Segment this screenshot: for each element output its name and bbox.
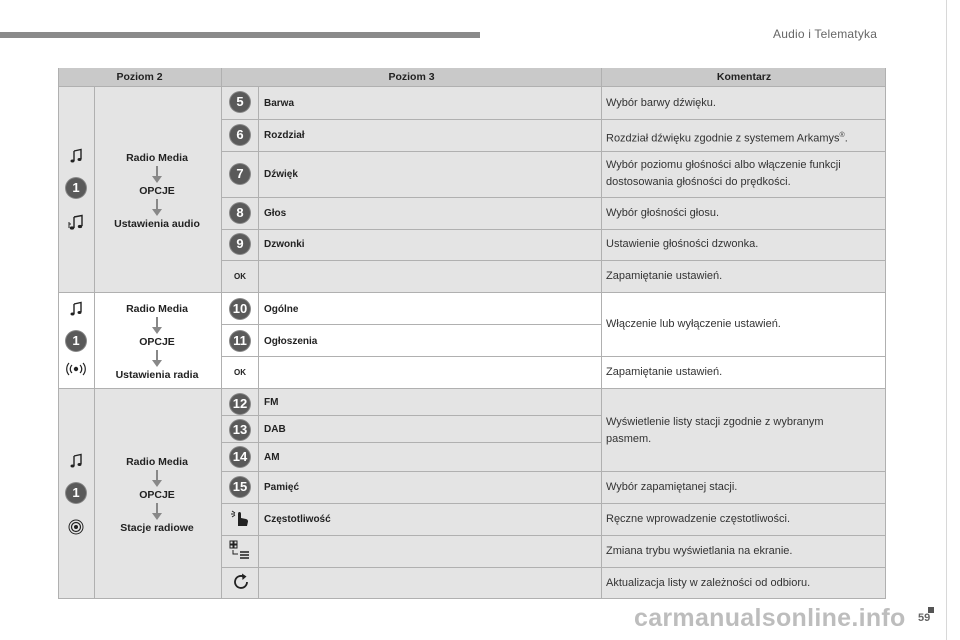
music-note-icon (69, 301, 85, 317)
menu-item: OPCJE (139, 185, 175, 197)
menu-item: OPCJE (139, 489, 175, 501)
arrow-down-icon (152, 199, 162, 216)
menu-path (96, 303, 218, 381)
ok-button-label: OK (234, 368, 246, 377)
music-note-icon (69, 148, 85, 164)
option-label: Ogólne (264, 304, 299, 315)
step-badge: 9 (230, 234, 250, 254)
radio-station-icon (67, 519, 85, 535)
arrow-down-icon (152, 350, 162, 367)
option-label: DAB (264, 424, 286, 435)
menu-item: Radio Media (126, 303, 188, 315)
step-badge: 1 (66, 483, 86, 503)
step-badge: 10 (230, 299, 250, 319)
step-badge: 11 (230, 331, 250, 351)
arrow-down-icon (152, 166, 162, 183)
arrow-down-icon (152, 470, 162, 487)
step-badge: 7 (230, 164, 250, 184)
option-comment: Rozdział dźwięku zgodnie z systemem Arkamys®. (606, 132, 848, 145)
step-badge: 12 (230, 394, 250, 414)
menu-item: Stacje radiowe (120, 522, 194, 534)
option-label: Dźwięk (264, 169, 298, 180)
header-level3: Poziom 3 (222, 68, 601, 86)
music-note-icon (69, 453, 85, 469)
step-badge: 13 (230, 420, 250, 440)
step-badge: 8 (230, 203, 250, 223)
menu-item: Ustawienia radia (115, 369, 199, 381)
option-label: Pamięć (264, 482, 300, 493)
option-comment: Wybór poziomu głośności albo włączenie funkcji dostosowania głośności do prędkości. (606, 159, 841, 188)
option-label: Częstotliwość (264, 514, 331, 525)
option-label: Ogłoszenia (264, 336, 318, 347)
step-badge: 1 (66, 178, 86, 198)
step-badge: 15 (230, 477, 250, 497)
page-edge (946, 0, 947, 640)
menu-item: OPCJE (139, 336, 175, 348)
radio-settings-icon (66, 361, 86, 377)
option-label: Barwa (264, 98, 295, 109)
step-badge: 5 (230, 92, 250, 112)
arrow-down-icon (152, 503, 162, 520)
header-level2: Poziom 2 (58, 68, 221, 86)
option-comment: Wybór barwy dźwięku. (606, 97, 716, 109)
menu-item: Radio Media (126, 456, 188, 468)
menu-item: Ustawienia audio (114, 218, 200, 230)
option-comment: Włączenie lub wyłączenie ustawień. (606, 318, 781, 330)
page-number: 59 (918, 612, 931, 624)
menu-path (96, 456, 218, 534)
option-comment: Wybór zapamiętanej stacji. (606, 481, 738, 493)
menu-item: Radio Media (126, 152, 188, 164)
option-label: FM (264, 397, 279, 408)
display-mode-icon (229, 540, 251, 560)
arrow-down-icon (152, 317, 162, 334)
option-comment: Aktualizacja listy w zależności od odbioru. (606, 577, 811, 589)
option-comment: Zapamiętanie ustawień. (606, 366, 723, 378)
option-comment: Zmiana trybu wyświetlania na ekranie. (606, 545, 793, 557)
step-badge: 14 (230, 447, 250, 467)
option-label: Głos (264, 208, 287, 219)
watermark: carmanualsonline.info (634, 604, 906, 632)
header-rule (0, 32, 480, 38)
hand-tap-icon (229, 508, 251, 528)
option-comment: Wybór głośności głosu. (606, 207, 720, 219)
option-comment: Ustawienie głośności dzwonka. (606, 238, 759, 250)
menu-path (96, 152, 218, 230)
header-comment: Komentarz (602, 68, 886, 86)
option-label: Dzwonki (264, 239, 305, 250)
audio-settings-icon (67, 214, 87, 232)
option-label: Rozdział (264, 130, 305, 141)
option-comment: Wyświetlenie listy stacji zgodnie z wybranym pasmem. (606, 416, 824, 445)
refresh-icon (231, 572, 251, 592)
option-comment: Ręczne wprowadzenie częstotliwości. (606, 513, 791, 525)
step-badge: 1 (66, 331, 86, 351)
section-title: Audio i Telematyka (773, 27, 878, 41)
ok-button-label: OK (234, 272, 246, 281)
step-badge: 6 (230, 125, 250, 145)
option-label: AM (264, 452, 280, 463)
option-comment: Zapamiętanie ustawień. (606, 270, 723, 282)
